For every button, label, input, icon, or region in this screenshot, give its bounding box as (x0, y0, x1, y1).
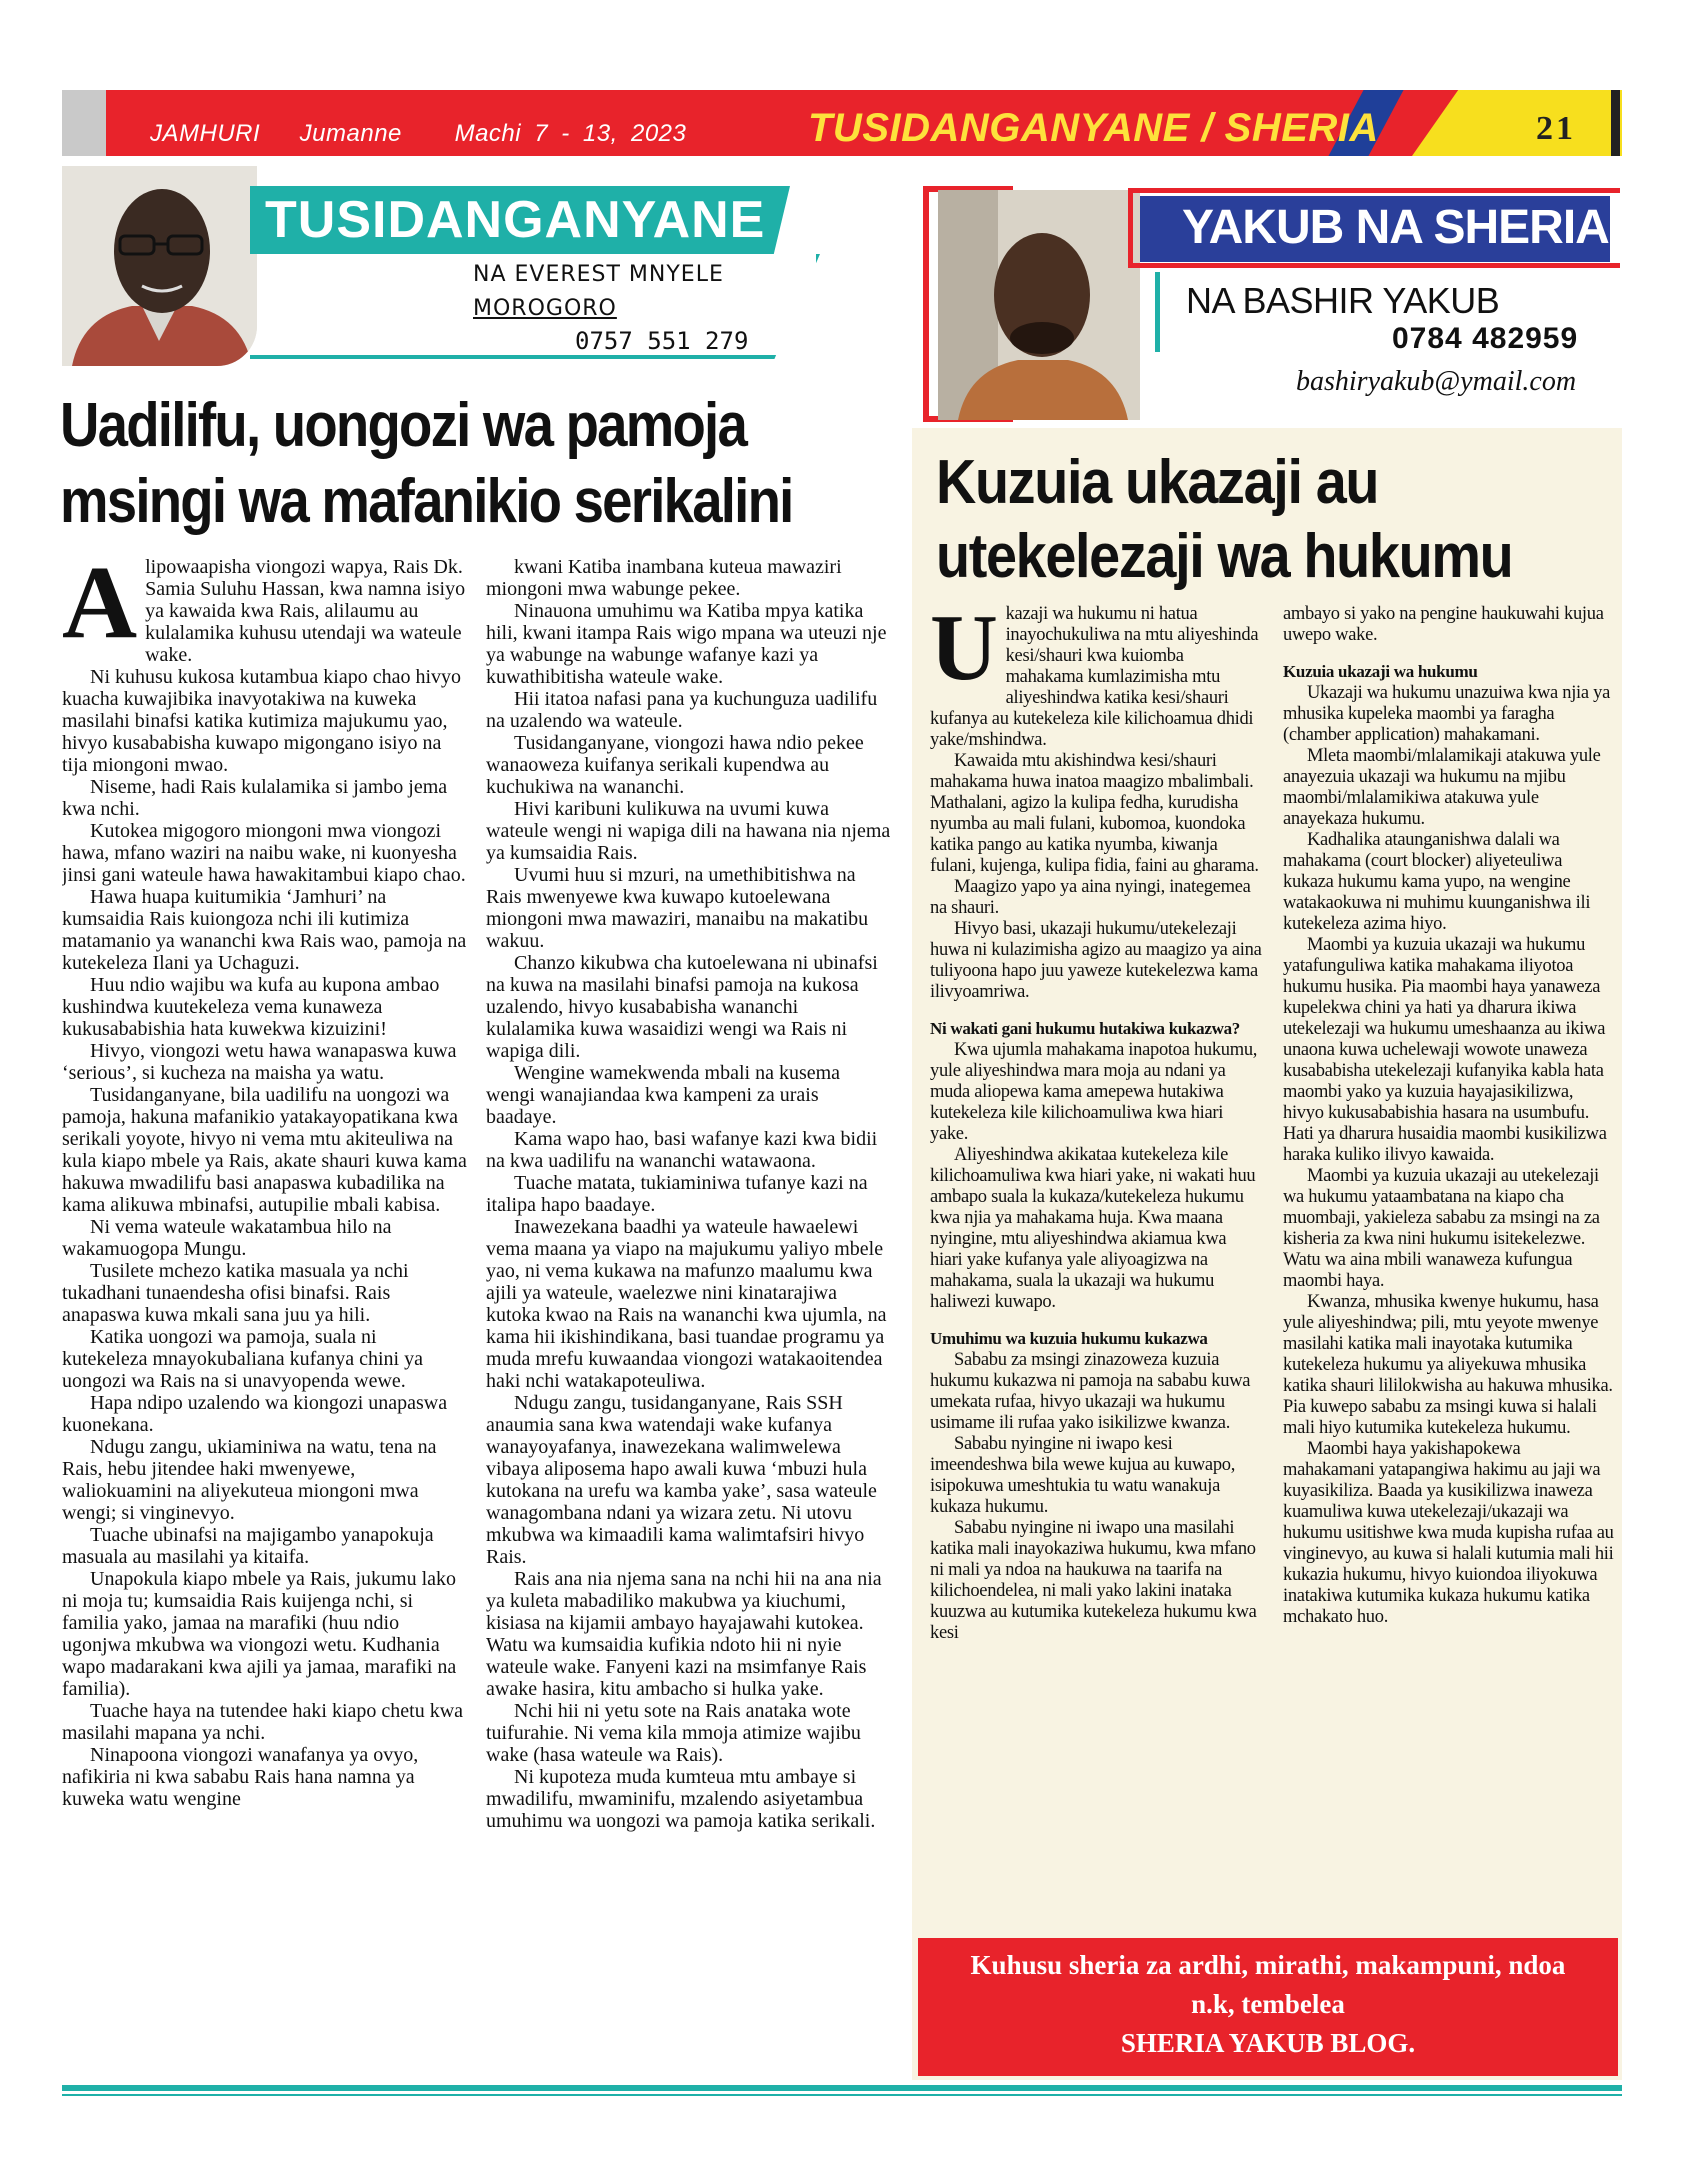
article-paragraph: Katika uongozi wa pamoja, suala ni kutekeleza mnayokubaliana kufanya chini ya uongozi wa Rais na si unavyopenda wewe. (62, 1326, 423, 1392)
article-paragraph: Hivyo, viongozi wetu hawa wanapaswa kuwa ‘serious’, si kucheza na maisha ya watu. (62, 1040, 457, 1084)
header-section-title: TUSIDANGANYANE / SHERIA (808, 106, 1379, 150)
article-paragraph: Tuache ubinafsi na majigambo yanapokuja masuala au masilahi ya kitaifa. (62, 1524, 434, 1568)
subheading: Ni wakati gani hukumu hutakiwa kukazwa? (930, 1019, 1240, 1038)
promo-box (918, 1938, 1618, 2076)
article-paragraph: Ndugu zangu, tusidanganyane, Rais SSH anaumia sana kwa watendaji wake kufanya wanayoyafanya, inawezekana walimwelewa vibaya aliposema hapo awali kuwa ‘mbuzi hula kutokana na urefu wa kamba yake’, sasa wateule wanagombana ndani ya wizara zetu. Ni utovu mkubwa wa kimaadili kama walimtafsiri hivyo Rais. (486, 1392, 877, 1568)
article-paragraph: Ni vema wateule wakatambua hilo na wakamuogopa Mungu. (62, 1216, 392, 1260)
right-author-name: NA BASHIR YAKUB (1186, 280, 1500, 321)
left-column-title: TUSIDANGANYANE (265, 191, 766, 249)
article-paragraph: Hawa huapa kuitumikia ‘Jamhuri’ na kumsaidia Rais kuiongoza nchi ili kutimiza matamanio ya wananchi kwa Rais wao, pamoja na kutekeleza Ilani ya Uchaguzi. (62, 886, 467, 974)
article-paragraph: Ni kupoteza muda kumteua mtu ambaye si mwadilifu, mwaminifu, mzalendo asiyetambua umuhimu wa uongozi wa pamoja katika serikali. (486, 1766, 876, 1832)
article-paragraph: Unapokula kiapo mbele ya Rais, jukumu lako ni moja tu; kumsaidia Rais kuijenga nchi, si familia yako, jamaa na marafiki (huu ndio ugonjwa mkubwa wa viongozi wetu. Kudhania wapo madarakani kwa ajili ya jamaa, marafiki na familia). (62, 1568, 457, 1700)
article-paragraph: Kawaida mtu akishindwa kesi/shauri mahakama huwa inatoa maagizo mbalimbali. Mathalani, agizo la kulipa fedha, kurudisha nyumba au mali fulani, kubomoa, kuondoka katika pango au katika nyumba, kiwanja fulani, kujenga, kulipa fidia, faini au gharama. (930, 751, 1259, 876)
article-paragraph: Maombi haya yakishapokewa mahakamani yatapangiwa hakimu au jaji wa kuyasikiliza. Baada ya kusikilizwa inaweza kuamuliwa kuwa utekelezaji/ukazaji wa hukumu usitishwe kwa muda kupisha rufaa au vinginevyo, au kuwa si halali kutumia mali hii kukazia hukumu, hivyo kuiondoa iliyokuwa inatakiwa kutumika kukaza hukumu katika mchakato huo. (1283, 1439, 1614, 1627)
right-author-phone: 0784 482959 (1392, 322, 1579, 355)
article-paragraph: Kama wapo hao, basi wafanye kazi kwa bidii na kwa uadilifu na wananchi watawaona. (486, 1128, 878, 1172)
right-headline: Kuzuia ukazaji au utekelezaji wa hukumu (936, 448, 1513, 591)
drop-cap: A (62, 556, 138, 660)
article-paragraph: Kadhalika ataunganishwa dalali wa mahakama (court blocker) aliyeteuliwa kukaza hukumu kama yupo, na wengine watakaokuwa ni muhimu kuunganishwa ili kutekeleza azima hiyo. (1283, 830, 1591, 934)
article-paragraph: Hivyo basi, ukazaji hukumu/utekelezaji huwa ni kulazimisha agizo au maagizo ya aina tuliyoona hapo juu yaweze kutekelezwa kama ilivyoamriwa. (930, 919, 1262, 1002)
left-article-column-2 (486, 556, 891, 2076)
article-paragraph: Tuache haya na tutendee haki kiapo chetu kwa masilahi mapana ya nchi. (62, 1700, 464, 1744)
left-article-column-1 (62, 556, 467, 2076)
article-paragraph: Wengine wamekwenda mbali na kusema wengi wanajiandaa kwa kampeni za urais baadaye. (486, 1062, 841, 1128)
article-paragraph: Hii itatoa nafasi pana ya kuchunguza uadilifu na uzalendo wa wateule. (486, 688, 878, 732)
article-paragraph: Huu ndio wajibu wa kufa au kupona ambao kushindwa kuutekeleza vema kunaweza kukusababishia hata kuwekwa kizuizini! (62, 974, 440, 1040)
promo-line-1: Kuhusu sheria za ardhi, mirathi, makampuni, ndoa (970, 1950, 1566, 1980)
left-author-name: NA EVEREST MNYELE (473, 262, 724, 287)
left-author-phone: 0757 551 279 (575, 327, 749, 355)
author-photo-left (62, 166, 257, 366)
article-paragraph: Ndugu zangu, ukiaminiwa na watu, tena na Rais, hebu jitendee haki mwenyewe, waliokuamini na aliyekuteua miongoni mwa wengi; si vinginevyo. (62, 1436, 437, 1524)
right-byline-accent (1155, 272, 1160, 352)
article-paragraph: Hivi karibuni kulikuwa na uvumi kuwa wateule wengi ni wapiga dili na hawana nia njema ya kumsaidia Rais. (486, 798, 891, 864)
article-paragraph: Ninauona umuhimu wa Katiba mpya katika hili, kwani itampa Rais wigo mpana wa uteuzi nje ya wabunge na wabunge wafanye kazi ya kuwathibitisha wateule wake. (486, 600, 887, 688)
promo-line-2: n.k, tembelea (1191, 1989, 1345, 2019)
page-number: 21 (1536, 110, 1576, 147)
article-paragraph: Alipowaapisha viongozi wapya, Rais Dk. Samia Suluhu Hassan, kwa namna isiyo ya kawaida kwa Rais, alilaumu au kulalamika kuhusu utendaji wa wateule wake. (62, 556, 466, 666)
article-paragraph: Sababu nyingine ni iwapo una masilahi katika mali inayokaziwa hukumu, kwa mfano ni mali ya ndoa na haukuwa na taarifa na kilichoendelea, ni mali yako lakini inataka kuuzwa au kutumika kutekeleza hukumu kwa kesi (930, 1518, 1257, 1643)
article-paragraph: Sababu za msingi zinazoweza kuzuia hukumu kukazwa ni pamoja na sababu kuwa umekata rufaa, hivyo ukazaji wa hukumu usimame ili rufaa yako isikilizwe kwanza. (930, 1350, 1251, 1433)
article-paragraph: Niseme, hadi Rais kulalamika si jambo jema kwa nchi. (62, 776, 448, 820)
drop-cap: U (930, 604, 998, 700)
promo-line-3: SHERIA YAKUB BLOG. (1120, 2028, 1416, 2058)
header-end-rule (1611, 90, 1620, 156)
right-author-email: bashiryakub@ymail.com (1296, 366, 1577, 397)
article-paragraph: Uvumi huu si mzuri, na umethibitishwa na Rais mwenyewe kwa kuwapo kutoelewana miongoni mwa mawaziri, manaibu na makatibu wakuu. (486, 864, 869, 952)
left-headline: Uadilifu, uongozi wa pamoja msingi wa mafanikio serikalini (60, 391, 793, 536)
subheading: Umuhimu wa kuzuia hukumu kukazwa (930, 1329, 1208, 1348)
article-paragraph: Ni kuhusu kukosa kutambua kiapo chao hivyo kuacha kuwajibika inavyotakiwa na kuweka masilahi binafsi katika kutimiza majukumu yao, hivyo kusababisha kuwapo migongano isiyo na tija miongoni mwao. (62, 666, 462, 776)
article-paragraph: Maagizo yapo ya aina nyingi, inategemea na shauri. (930, 877, 1251, 918)
subheading: Kuzuia ukazaji wa hukumu (1283, 662, 1478, 681)
article-paragraph: Maombi ya kuzuia ukazaji au utekelezaji wa hukumu yataambatana na kiapo cha muombaji, yakieleza sababu za msingi na za kisheria za kwa nini hukumu isitekelezwe. Watu wa aina mbili wanaweza kufungua maombi haya. (1283, 1166, 1600, 1291)
article-paragraph: Kwanza, mhusika kwenye hukumu, hasa yule aliyeshindwa; pili, mtu yeyote mwenye masilahi katika mali inayotaka kutumika kutekeleza hukumu ya aliyekuwa mhusika katika shauri lililokwisha au hakuwa mhusika. Pia kuwepo sababu za msingi kuwa si halali mali hiyo kutumika kutekeleza hukumu. (1283, 1292, 1613, 1438)
article-paragraph: Maombi ya kuzuia ukazaji wa hukumu yatafunguliwa katika mahakama iliyotoa hukumu husika. Pia maombi haya yanaweza kupelekwa chini ya hati ya dharura ikiwa utekelezaji wa hukumu umeshaanza au ikiwa unaona kuwa uchelewaji wowote unaweza kusababisha utekelezaji kufanyika kabla hata maombi yako ya kuzuia hayajasikilizwa, hivyo kukusababishia hasara na usumbufu. Hati ya dharura husaidia maombi kusikilizwa haraka kuliko ilivyo kawaida. (1283, 935, 1607, 1165)
article-paragraph: Kutokea migogoro miongoni mwa viongozi hawa, mfano waziri na naibu wake, ni kuonyesha jinsi gani wateule hawa hawakitambui kiapo chao. (62, 820, 466, 886)
header-gray-block (62, 90, 106, 156)
article-paragraph: Mleta maombi/mlalamikaji atakuwa yule anayezuia ukazaji wa hukumu na mjibu maombi/mlalamikiwa atakuwa yule anayekaza hukumu. (1283, 746, 1601, 829)
article-paragraph: Hapa ndipo uzalendo wa kiongozi unapaswa kuonekana. (62, 1392, 448, 1436)
header-yellow-block (1412, 90, 1622, 156)
article-paragraph: Kwa ujumla mahakama inapotoa hukumu, yule aliyeshindwa mara moja au ndani ya muda aliopewa kama amepewa hutakiwa kutekeleza kile kilichoamuliwa kwa hiari yake. (930, 1040, 1258, 1144)
article-paragraph: Inawezekana baadhi ya wateule hawaelewi vema maana ya viapo na majukumu yaliyo mbele yao, ni vema kukawa na mafunzo maalumu kwa ajili ya wateule, waelezwe nini kinatarajiwa kutoka kwao na Rais na wananchi kwa ujumla, na kama hii ikishindikana, basi tuandae programu ya muda mrefu kuwaandaa viongozi watakaoitendea haki nchi watakapoteuliwa. (486, 1216, 887, 1392)
article-paragraph: Ninapoona viongozi wanafanya ya ovyo, nafikiria ni kwa sababu Rais hana namna ya kuweka watu wengine (62, 1744, 419, 1810)
article-paragraph: Ukazaji wa hukumu unazuiwa kwa njia ya mhusika kupeleka maombi ya faragha (chamber application) mahakamani. (1283, 683, 1610, 745)
right-article-column-1 (930, 604, 1262, 1904)
article-paragraph: kwani Katiba inambana kuteua mawaziri miongoni mwa wabunge pekee. (486, 556, 842, 600)
left-author-place: MOROGORO (473, 296, 617, 321)
article-paragraph: Sababu nyingine ni iwapo kesi imeendeshwa bila wewe kujua au kuwapo, isipokuwa umeshtukia tu watu wanakuja kukaza hukumu. (930, 1434, 1236, 1517)
article-paragraph: Tuache matata, tukiaminiwa tufanye kazi na italipa hapo baadaye. (486, 1172, 868, 1216)
article-paragraph: Tusidanganyane, bila uadilifu na uongozi wa pamoja, hakuna mafanikio yatakayopatikana kwa serikali yoyote, hivyo ni vema mtu akiteuliwa na kula kiapo mbele ya Rais, akate shauri kuwa kama hakuwa mwadilifu basi anapaswa kubadilika na kama alikuwa mbinafsi, autupilie mbali kabisa. (62, 1084, 467, 1216)
header-date: JAMHURI Jumanne Machi 7 - 13, 2023 (150, 120, 687, 147)
article-paragraph: Rais ana nia njema sana na nchi hii na ana nia ya kuleta mabadiliko makubwa ya kiuchumi, kisiasa na kijamii ambayo hayajawahi kutokea. Watu wa kumsaidia kufikia ndoto hii ni nyie wateule wake. Fanyeni kazi na msimfanye Rais awake hasira, kitu ambacho si hulka yake. (486, 1568, 882, 1700)
footer-rule-thin (62, 2094, 1622, 2096)
article-paragraph: Aliyeshindwa akikataa kutekeleza kile kilichoamuliwa kwa hiari yake, ni wakati huu ambapo suala la kukaza/kutekeleza hukumu kwa njia ya mahakama huja. Kwa maana nyingine, mtu aliyeshindwa akiamua kwa hiari yake kufanya yale aliyoagizwa na mahakama, suala la ukazaji wa hukumu haliwezi kuwapo. (930, 1145, 1256, 1312)
right-column-title: YAKUB NA SHERIA (1182, 201, 1609, 254)
article-paragraph: Ukazaji wa hukumu ni hatua inayochukuliwa na mtu aliyeshinda kesi/shauri kwa kuiomba mahakama kumlazimisha mtu aliyeshindwa katika kesi/shauri kufanya au kutekeleza kile kilichoamua dhidi yake/mshindwa. (930, 604, 1259, 750)
article-paragraph: Chanzo kikubwa cha kutoelewana ni ubinafsi na kuwa na masilahi binafsi pamoja na kukosa uzalendo, hivyo kusababisha wananchi kulalamika kuwa wasaidizi wengi wa Rais ni wapiga dili. (486, 952, 878, 1062)
article-paragraph: Nchi hii ni yetu sote na Rais anataka wote tuifurahie. Ni vema kila mmoja atimize wajibu wake (hasa wateule wa Rais). (486, 1700, 861, 1766)
author-photo-right (938, 190, 1140, 420)
article-paragraph: Tusidanganyane, viongozi hawa ndio pekee wanaoweza kuifanya serikali kupendwa au kuchukiwa na wananchi. (486, 732, 864, 798)
footer-rule (62, 2085, 1622, 2091)
article-paragraph: Tusilete mchezo katika masuala ya nchi tukadhani tunaendesha ofisi binafsi. Rais anapaswa kuwa mkali sana juu ya hili. (62, 1260, 409, 1326)
article-paragraph: ambayo si yako na pengine haukuwahi kujua uwepo wake. (1283, 604, 1604, 645)
right-article-column-2 (1283, 604, 1615, 1904)
